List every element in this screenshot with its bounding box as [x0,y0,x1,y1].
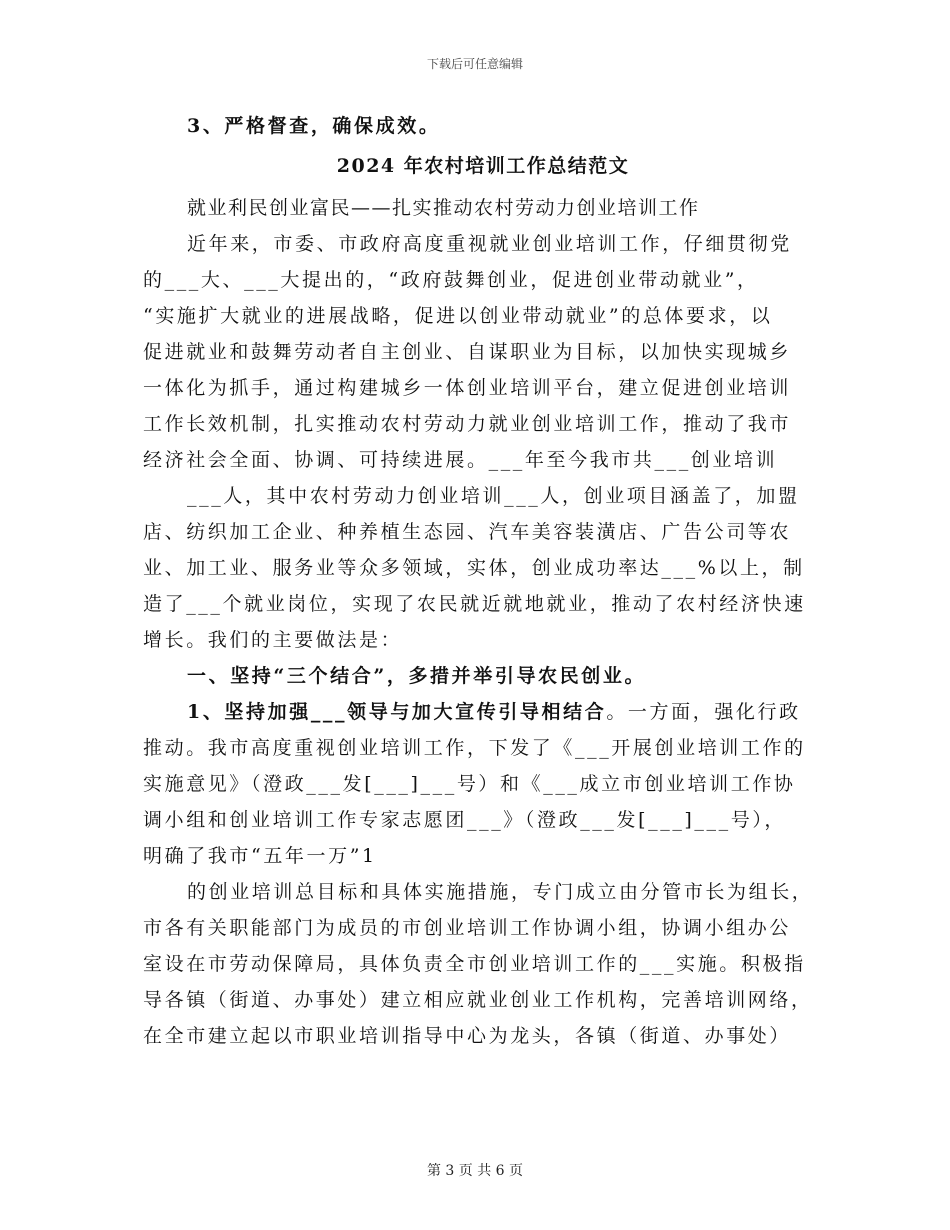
paragraph-line: 增长。我们的主要做法是： [143,629,403,651]
paragraph-line: 的创业培训总目标和具体实施措施，专门成立由分管市长为组长， [187,881,814,903]
document-subtitle: 就业利民创业富民——扎实推动农村劳动力创业培训工作 [187,197,700,219]
document-title: 2024 年农村培训工作总结范文 [336,155,630,177]
paragraph-line: 室设在市劳动保障局，具体负责全市创业培训工作的___实施。积极指 [143,953,806,975]
paragraph-line: 近年来，市委、市政府高度重视就业创业培训工作，仔细贯彻党 [187,233,792,255]
paragraph-line: 促进就业和鼓舞劳动者自主创业、自谋职业为目标，以加快实现城乡 [143,341,792,363]
paragraph-line: 推动。我市高度重视创业培训工作，下发了《___开展创业培训工作的 [143,737,806,759]
paragraph-line: ___人，其中农村劳动力创业培训___人，创业项目涵盖了，加盟 [187,485,800,507]
section-heading: 3、严格督查，确保成效。 [187,115,441,137]
paragraph-line: 调小组和创业培训工作专家志愿团___》（澄政___发[___]___号）， [143,809,787,831]
document-body [143,108,823,1054]
paragraph-line: 经济社会全面、协调、可持续进展。___年至今我市共___创业培训 [143,449,778,471]
paragraph-lead-bold: 1、坚持加强___领导与加大宣传引导相结合 [187,701,607,723]
heading-one: 一、坚持“三个结合”，多措并举引导农民创业。 [187,665,647,687]
paragraph-line: 明确了我市“五年一万”1 [143,845,377,867]
paragraph-line: 工作长效机制，扎实推动农村劳动力就业创业培训工作，推动了我市 [143,413,792,435]
paragraph-3 [143,694,823,874]
paragraph-4 [143,874,823,1054]
paragraph-lead-rest: 。一方面，强化行政 [606,701,801,723]
paragraph-line: 的___大、___大提出的，“政府鼓舞创业，促进创业带动就业”， [143,269,759,291]
paragraph-line: “实施扩大就业的进展战略，促进以创业带动就业”的总体要求，以 [143,305,773,327]
page-header-note: 下载后可任意编辑 [426,57,523,71]
paragraph-line: 市各有关职能部门为成员的市创业培训工作协调小组，协调小组办公 [143,917,792,939]
paragraph-line [143,694,823,730]
paragraph-line: 一体化为抓手，通过构建城乡一体创业培训平台，建立促进创业培训 [143,377,792,399]
paragraph-line: 店、纺织加工企业、种养植生态园、汽车美容装潢店、广告公司等农 [143,521,792,543]
paragraph-line: 在全市建立起以市职业培训指导中心为龙头，各镇（街道、办事处） [143,1025,792,1047]
paragraph-line: 导各镇（街道、办事处）建立相应就业创业工作机构，完善培训网络， [143,989,813,1011]
paragraph-line: 造了___个就业岗位，实现了农民就近就地就业，推动了农村经济快速 [143,593,806,615]
paragraph-1 [143,226,823,478]
paragraph-line: 实施意见》（澄政___发[___]___号）和《___成立市创业培训工作协 [143,773,796,795]
paragraph-2 [143,478,823,658]
paragraph-line: 业、加工业、服务业等众多领域，实体，创业成功率达___%以上，制 [143,557,805,579]
page-footer-number: 第 3 页 共 6 页 [426,1163,524,1179]
